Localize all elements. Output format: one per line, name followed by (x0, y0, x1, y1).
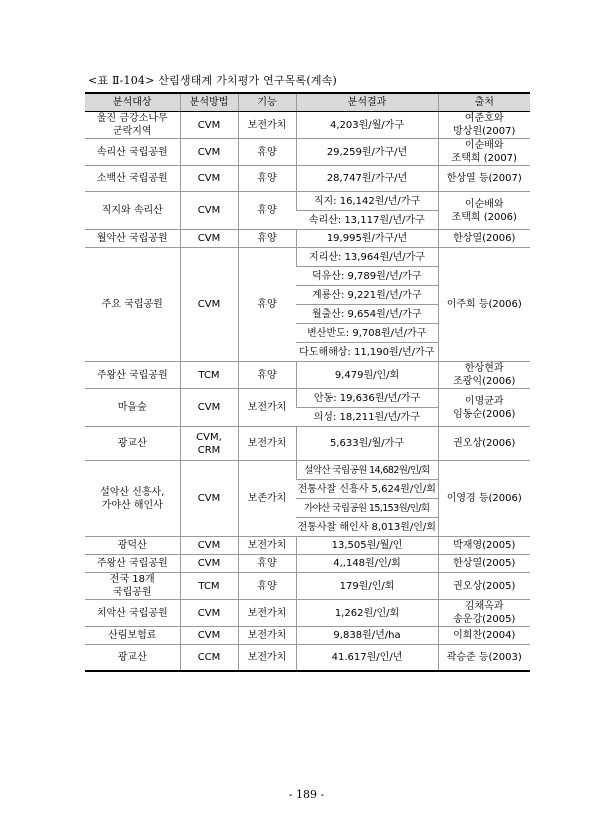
function-cell: 휴양 (238, 139, 296, 166)
table-row (85, 427, 530, 461)
source-cell-line: 조광익(2006) (453, 376, 516, 387)
table-row (85, 139, 530, 166)
function-cell: 휴양 (238, 573, 296, 600)
source-cell-line: 곽승준 등(2003) (446, 652, 522, 663)
target-cell-line: 전국 18개 (109, 574, 155, 585)
method-cell-line: CVM (197, 558, 221, 569)
target-cell (85, 389, 180, 427)
source-cell-line: 이주희 등(2006) (446, 299, 522, 310)
source-cell (438, 230, 530, 248)
result-cell: 직지: 16,142원/년/가구 (296, 192, 438, 211)
method-cell-line: CVM (197, 607, 221, 619)
source-cell (438, 248, 530, 362)
function-cell: 보전가치 (238, 645, 296, 672)
source-cell (438, 166, 530, 192)
header-target: 분석대상 (85, 93, 180, 112)
source-cell-line: 이명균과 (464, 395, 504, 407)
table-row (85, 627, 530, 645)
valuation-table (85, 92, 530, 672)
target-cell-line: 광교산 (117, 652, 147, 663)
source-cell-line: 김채옥과 (464, 601, 504, 612)
result-cell: 덕유산: 9,789원/년/가구 (296, 267, 438, 286)
source-cell-line: 한상현과 (464, 363, 504, 374)
table-row (85, 461, 530, 480)
target-cell (85, 230, 180, 248)
method-cell-line: CRM (197, 444, 221, 456)
source-cell-line: 송운강(2005) (453, 614, 516, 625)
function-cell: 보전가치 (238, 537, 296, 555)
method-cell-line: CVM (197, 119, 221, 131)
source-cell (438, 389, 530, 427)
function-cell: 휴양 (238, 555, 296, 573)
header-source: 출처 (438, 93, 530, 112)
result-cell: 28,747원/가구/년 (296, 166, 438, 192)
source-cell-line: 한상열 등(2007) (446, 173, 522, 184)
method-cell (180, 230, 238, 248)
target-cell (85, 600, 180, 627)
target-cell-line: 산림보험료 (108, 630, 157, 641)
target-cell-line: 주왕산 국립공원 (96, 369, 168, 381)
table-row (85, 166, 530, 192)
header-result: 분석결과 (296, 93, 438, 112)
method-cell-line: CCM (197, 652, 221, 663)
table-row (85, 600, 530, 627)
target-cell-line: 직지와 속리산 (101, 205, 163, 216)
method-cell (180, 166, 238, 192)
source-cell (438, 600, 530, 627)
target-cell (85, 112, 180, 139)
source-cell-line: 권오상(2005) (453, 580, 516, 592)
function-cell: 휴양 (238, 362, 296, 389)
function-cell: 보전가치 (238, 600, 296, 627)
function-cell: 휴양 (238, 166, 296, 192)
table-row (85, 573, 530, 600)
result-cell: 5,633원/월/가구 (296, 427, 438, 461)
target-cell-line: 마을숲 (117, 402, 147, 413)
source-cell (438, 573, 530, 600)
result-cell: 가야산 국립공원 15,153원/인/회 (296, 499, 438, 518)
method-cell-line: CVM (197, 540, 221, 551)
source-cell (438, 555, 530, 573)
table-row (85, 555, 530, 573)
function-cell: 휴양 (238, 248, 296, 362)
target-cell-line: 월악산 국립공원 (96, 233, 168, 244)
result-cell: 지리산: 13,964원/년/가구 (296, 248, 438, 267)
function-cell: 휴양 (238, 230, 296, 248)
result-cell: 의성: 18,211원/년/가구 (296, 408, 438, 427)
target-cell-line: 국립공원 (112, 587, 152, 598)
result-cell: 19,995원/가구/년 (296, 230, 438, 248)
result-cell: 계룡산: 9,221원/년/가구 (296, 286, 438, 305)
source-cell (438, 461, 530, 537)
source-cell-line: 조택희 (2006) (451, 211, 517, 223)
target-cell-line: 소백산 국립공원 (96, 173, 168, 184)
result-cell: 설악산 국립공원 14,682원/인/회 (296, 461, 438, 480)
table-row (85, 230, 530, 248)
target-cell-line: 가야산 해인사 (101, 499, 163, 511)
method-cell (180, 627, 238, 645)
result-cell: 4,,148원/인/회 (296, 555, 438, 573)
table-caption: <표 Ⅱ-104> 산림생태계 가치평가 연구목록(계속) (88, 74, 338, 87)
method-cell (180, 427, 238, 461)
source-cell-line: 이영경 등(2006) (446, 493, 522, 504)
source-cell-line: 한상열(2005) (453, 558, 516, 569)
source-cell-line: 이순배와 (464, 198, 504, 210)
method-cell (180, 537, 238, 555)
target-cell-line: 주왕산 국립공원 (96, 558, 168, 569)
result-cell: 전통사찰 해인사 8,013원/인/회 (296, 518, 438, 537)
target-cell (85, 461, 180, 537)
function-cell: 보전가치 (238, 112, 296, 139)
table-row (85, 362, 530, 389)
result-cell: 29,259원/가구/년 (296, 139, 438, 166)
target-cell-line: 광덕산 (117, 540, 147, 551)
result-cell: 9,838원/년/ha (296, 627, 438, 645)
table-row (85, 537, 530, 555)
target-cell-line: 주요 국립공원 (101, 299, 163, 310)
result-cell: 전통사찰 신흥사 5,624원/인/회 (296, 480, 438, 499)
source-cell (438, 192, 530, 230)
method-cell-line: CVM (197, 402, 221, 413)
method-cell-line: CVM (197, 146, 221, 158)
result-cell: 4,203원/월/가구 (296, 112, 438, 139)
target-cell (85, 192, 180, 230)
result-cell: 월출산: 9,654원/년/가구 (296, 305, 438, 324)
target-cell-line: 울진 금강소나무 (96, 113, 168, 124)
source-cell (438, 537, 530, 555)
target-cell (85, 537, 180, 555)
target-cell (85, 555, 180, 573)
method-cell-line: CVM (197, 493, 221, 504)
method-cell (180, 461, 238, 537)
target-cell (85, 645, 180, 672)
source-cell-line: 이순배와 (464, 140, 504, 151)
method-cell-line: CVM (197, 630, 221, 641)
target-cell (85, 166, 180, 192)
page-number: - 189 - (288, 788, 325, 801)
target-cell (85, 573, 180, 600)
method-cell (180, 555, 238, 573)
source-cell-line: 박재영(2005) (453, 540, 516, 551)
method-cell (180, 573, 238, 600)
header-method: 분석방법 (180, 93, 238, 112)
target-cell-line: 치악산 국립공원 (96, 607, 168, 619)
source-cell (438, 112, 530, 139)
target-cell-line: 설악산 신흥사, (100, 486, 165, 498)
result-cell: 다도해해상: 11,190원/년/가구 (296, 343, 438, 362)
table-row (85, 112, 530, 139)
result-cell: 179원/인/회 (296, 573, 438, 600)
method-cell (180, 139, 238, 166)
method-cell-line: CVM (197, 205, 221, 216)
source-cell (438, 645, 530, 672)
function-cell: 보존가치 (238, 461, 296, 537)
source-cell-line: 조택희 (2007) (451, 153, 517, 164)
target-cell (85, 427, 180, 461)
method-cell (180, 645, 238, 672)
function-cell: 보전가치 (238, 389, 296, 427)
method-cell-line: TCM (198, 369, 220, 381)
method-cell (180, 112, 238, 139)
target-cell (85, 627, 180, 645)
target-cell-line: 속리산 국립공원 (96, 146, 168, 158)
method-cell (180, 192, 238, 230)
table-row (85, 389, 530, 408)
table-row (85, 192, 530, 211)
method-cell (180, 600, 238, 627)
result-cell: 1,262원/인/회 (296, 600, 438, 627)
result-cell: 13,505원/월/인 (296, 537, 438, 555)
target-cell (85, 248, 180, 362)
method-cell-line: CVM (197, 299, 221, 310)
method-cell (180, 389, 238, 427)
source-cell-line: 이희찬(2004) (453, 630, 516, 641)
target-cell (85, 362, 180, 389)
result-cell: 변산반도: 9,708원/년/가구 (296, 324, 438, 343)
source-cell (438, 362, 530, 389)
function-cell: 휴양 (238, 192, 296, 230)
target-cell-line: 군락지역 (112, 126, 152, 137)
method-cell (180, 248, 238, 362)
method-cell-line: CVM (197, 233, 221, 244)
result-cell: 속리산: 13,117원/년/가구 (296, 211, 438, 230)
source-cell-line: 권오상(2006) (453, 438, 516, 449)
table-row (85, 248, 530, 267)
result-cell: 9,479원/인/회 (296, 362, 438, 389)
method-cell-line: CVM (197, 173, 221, 184)
header-row (85, 93, 530, 112)
source-cell (438, 627, 530, 645)
target-cell (85, 139, 180, 166)
function-cell: 보전가치 (238, 427, 296, 461)
method-cell (180, 362, 238, 389)
header-function: 기능 (238, 93, 296, 112)
table-body (85, 112, 530, 672)
source-cell (438, 139, 530, 166)
source-cell (438, 427, 530, 461)
method-cell-line: TCM (198, 580, 220, 592)
table-row (85, 645, 530, 672)
target-cell-line: 광교산 (117, 438, 147, 449)
source-cell-line: 방상원(2007) (453, 126, 516, 137)
source-cell-line: 여준호와 (464, 113, 504, 124)
source-cell-line: 한상열(2006) (453, 233, 516, 244)
function-cell: 보전가치 (238, 627, 296, 645)
source-cell-line: 임동순(2006) (453, 408, 516, 420)
result-cell: 안동: 19,636원/년/가구 (296, 389, 438, 408)
result-cell: 41.617원/인/년 (296, 645, 438, 672)
method-cell-line: CVM, (196, 431, 222, 443)
